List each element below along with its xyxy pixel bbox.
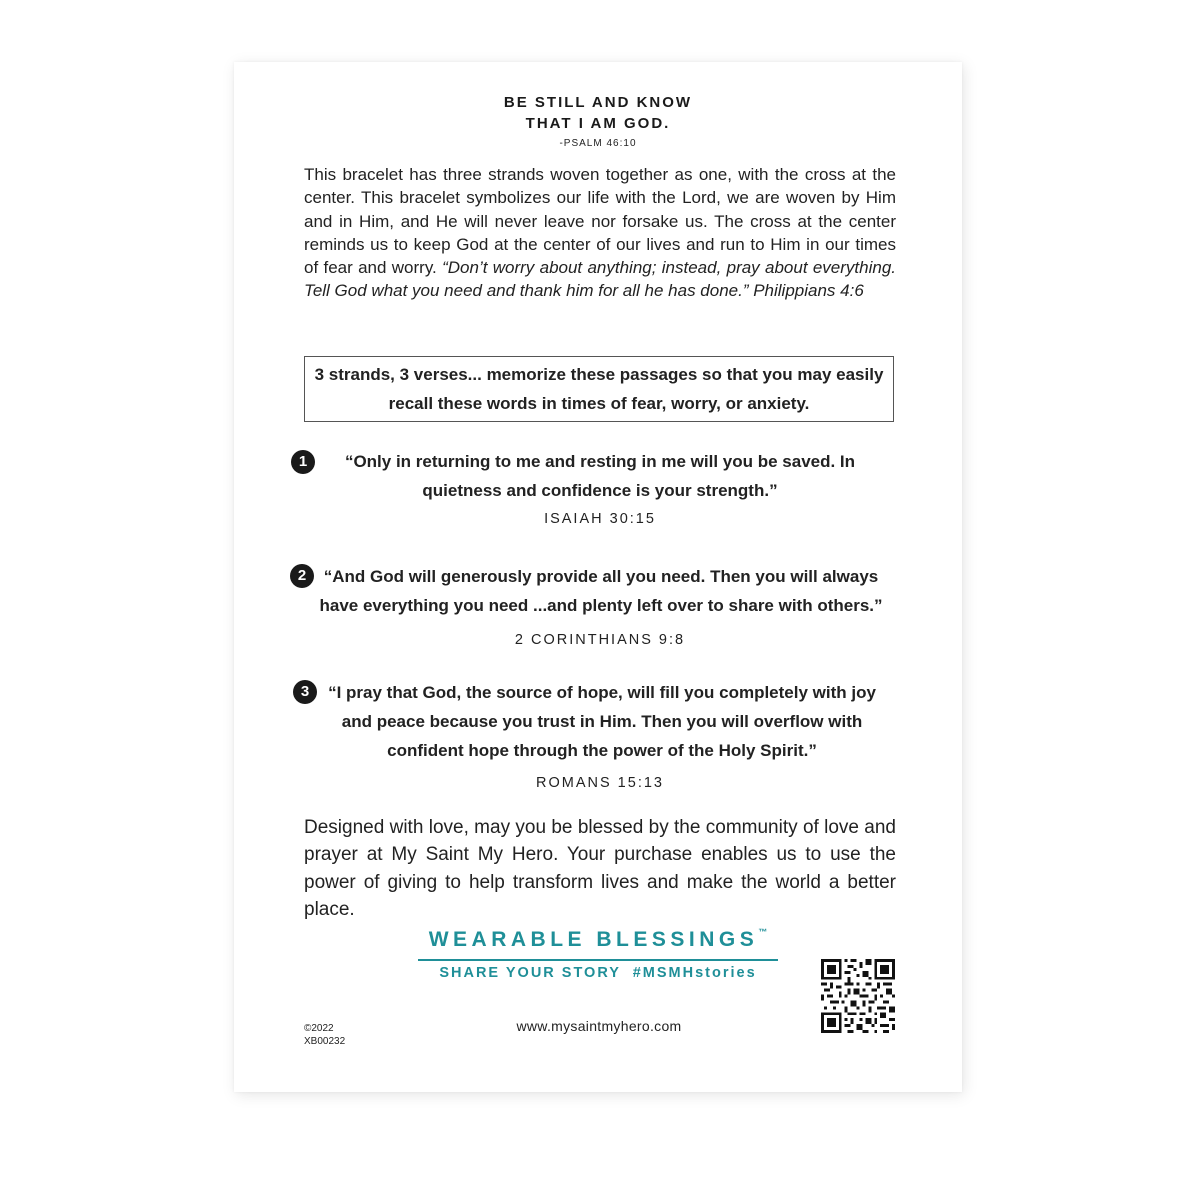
copyright-year: ©2022 <box>304 1023 334 1034</box>
number-badge-3: 3 <box>293 680 317 704</box>
sku-code: XB00232 <box>304 1036 346 1047</box>
intro-quote: “Don’t worry about anything; instead, pray about everything. Tell God what you need and thank him for all he has done.” Philippians 4:6 <box>304 258 897 301</box>
verse-3-text: “I pray that God, the source of hope, will fill you completely with joy and peace because you trust in Him. Then you will overflow with confident hope through the power of the Holy Spirit.” <box>328 683 876 760</box>
website-link[interactable]: www.mysaintmyhero.com <box>516 1018 682 1034</box>
intro-text: This bracelet has three strands woven together as one, with the cross at the center. This bracelet symbolizes our life with the Lord, we are woven by Him and in Him, and He will never leave nor forsake us. The cross at the center reminds us to keep God at the center of our lives and run to Him in our times of fear and worry. <box>304 165 896 278</box>
brand-tagline: SHARE YOUR STORY #MSMHstories <box>439 965 757 981</box>
number-badge-2: 2 <box>290 564 314 588</box>
number-badge-1: 1 <box>291 450 315 474</box>
title-reference: -PSALM 46:10 <box>559 138 637 149</box>
memorize-box <box>304 356 894 422</box>
title-line-1: BE STILL AND KNOW <box>503 94 693 111</box>
verse-1-text: “Only in returning to me and resting in me will you be saved. In quietness and confidence is your strength.” <box>344 452 856 500</box>
verse-2-text: “And God will generously provide all you need. Then you will always have everything you need ...and plenty left over to share with others.” <box>319 567 883 615</box>
verse-1-reference: ISAIAH 30:15 <box>544 511 656 527</box>
card <box>234 62 962 1092</box>
qr-code-icon[interactable] <box>821 959 895 1033</box>
verse-3-reference: ROMANS 15:13 <box>536 775 664 791</box>
verse-2-reference: 2 CORINTHIANS 9:8 <box>514 632 686 648</box>
trademark-symbol: ™ <box>758 927 768 937</box>
brand-divider <box>418 959 778 961</box>
memorize-text: 3 strands, 3 verses... memorize these passages so that you may easily recall these words in times of fear, worry, or anxiety. <box>314 365 884 413</box>
brand-name-text: WEARABLE BLESSINGS <box>428 928 759 951</box>
copyright-block <box>304 1022 345 1048</box>
closing-paragraph: Designed with love, may you be blessed by the community of love and prayer at My Saint My Hero. Your purchase enables us to use the power of giving to help transform lives and make the world a better place. <box>304 817 896 920</box>
intro-paragraph <box>304 163 896 303</box>
title-line-2: THAT I AM GOD. <box>525 115 671 132</box>
brand-name <box>418 928 778 952</box>
